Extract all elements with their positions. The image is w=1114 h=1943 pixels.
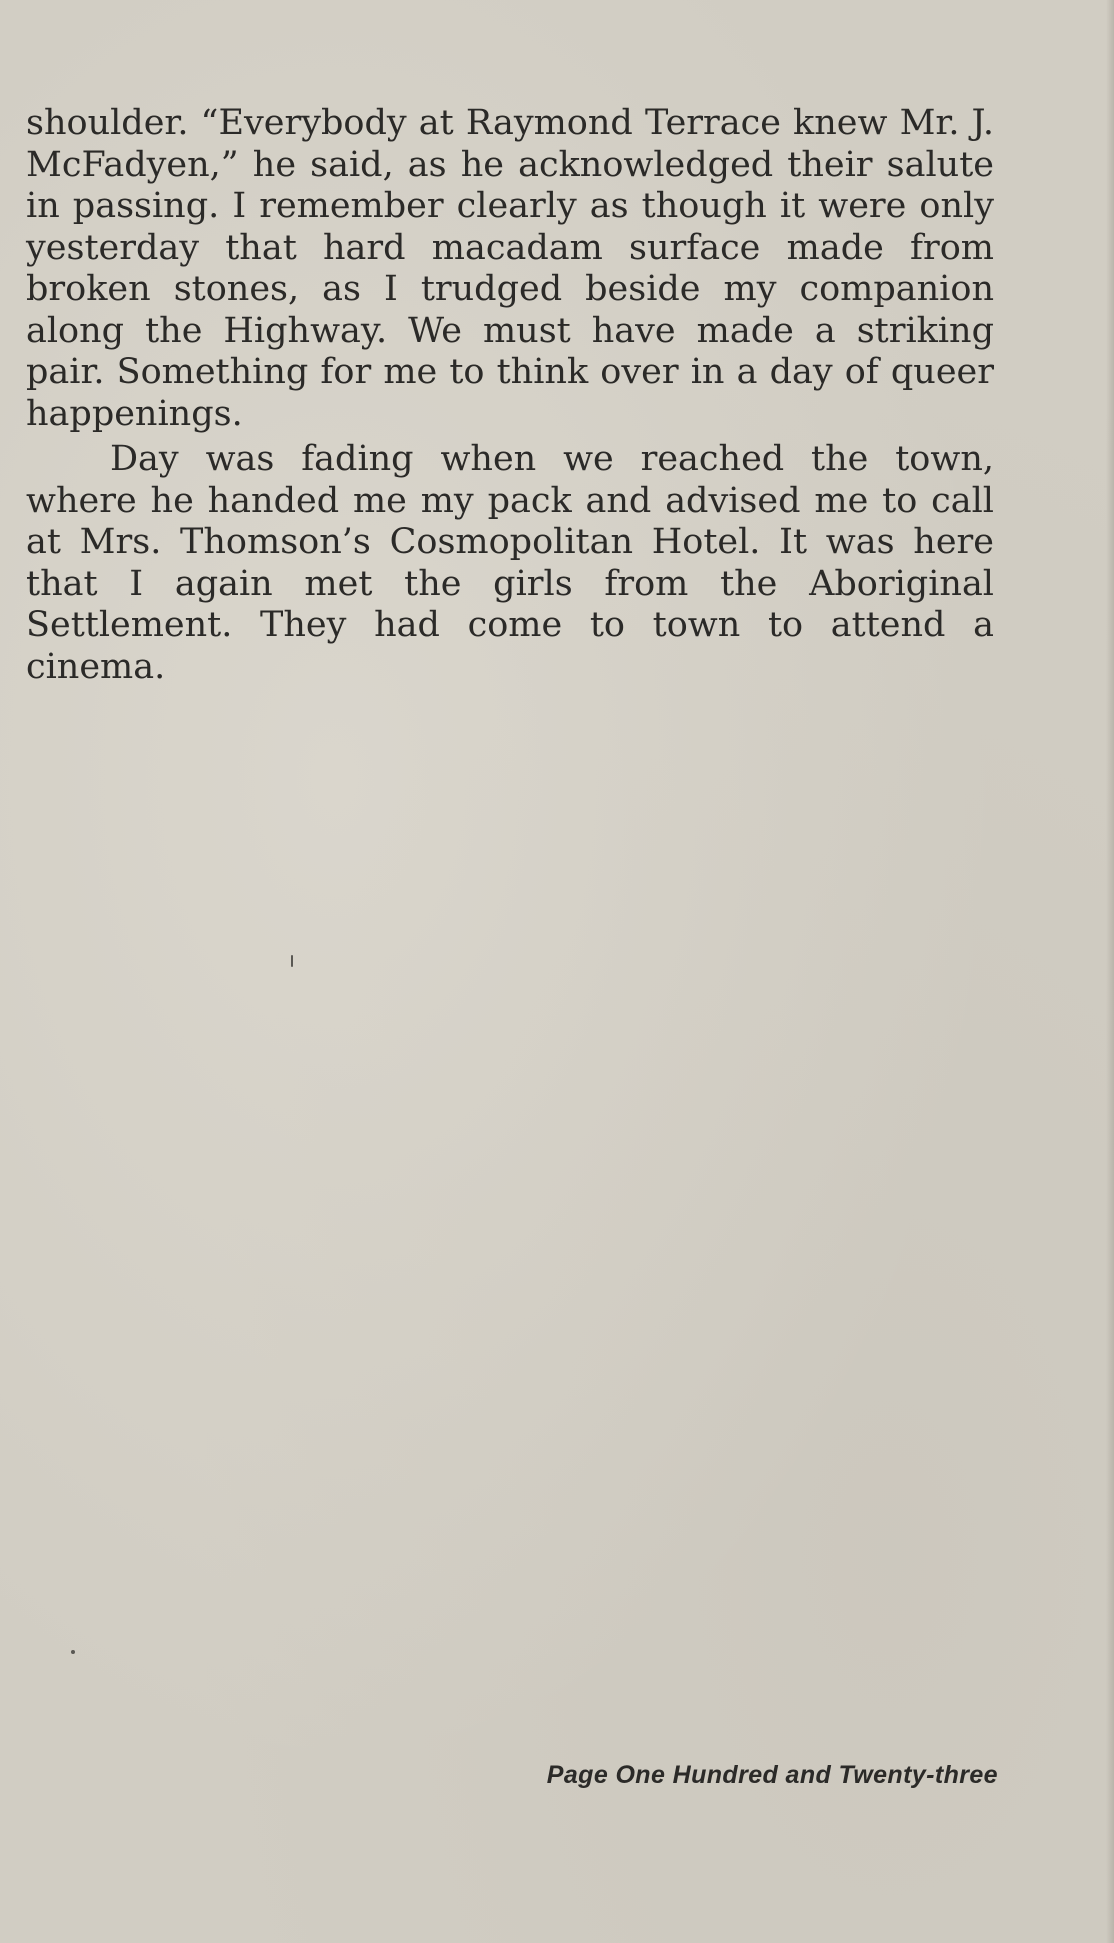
body-text	[26, 103, 994, 688]
print-speck	[291, 955, 293, 967]
paragraph-1: shoulder. “Everybody at Raymond Terrace knew Mr. J. McFadyen,” he said, as he acknowledged their salute in passing. I remember clearly as though it were only yesterday that hard macadam surface made from broken stones, as I trudged beside my companion along the Highway. We must have made a striking pair. Something for me to think over in a day of queer happenings.	[26, 103, 994, 434]
print-speck	[71, 1650, 75, 1654]
page-number-footer: Page One Hundred and Twenty-three	[546, 1761, 998, 1789]
paragraph-2: Day was fading when we reached the town, where he handed me my pack and advised me to call at Mrs. Thomson’s Cosmopolitan Hotel. It was here that I again met the girls from the Aboriginal Settlement. They had come to town to attend a cinema.	[26, 439, 994, 687]
page-edge-shadow	[1106, 0, 1114, 1943]
